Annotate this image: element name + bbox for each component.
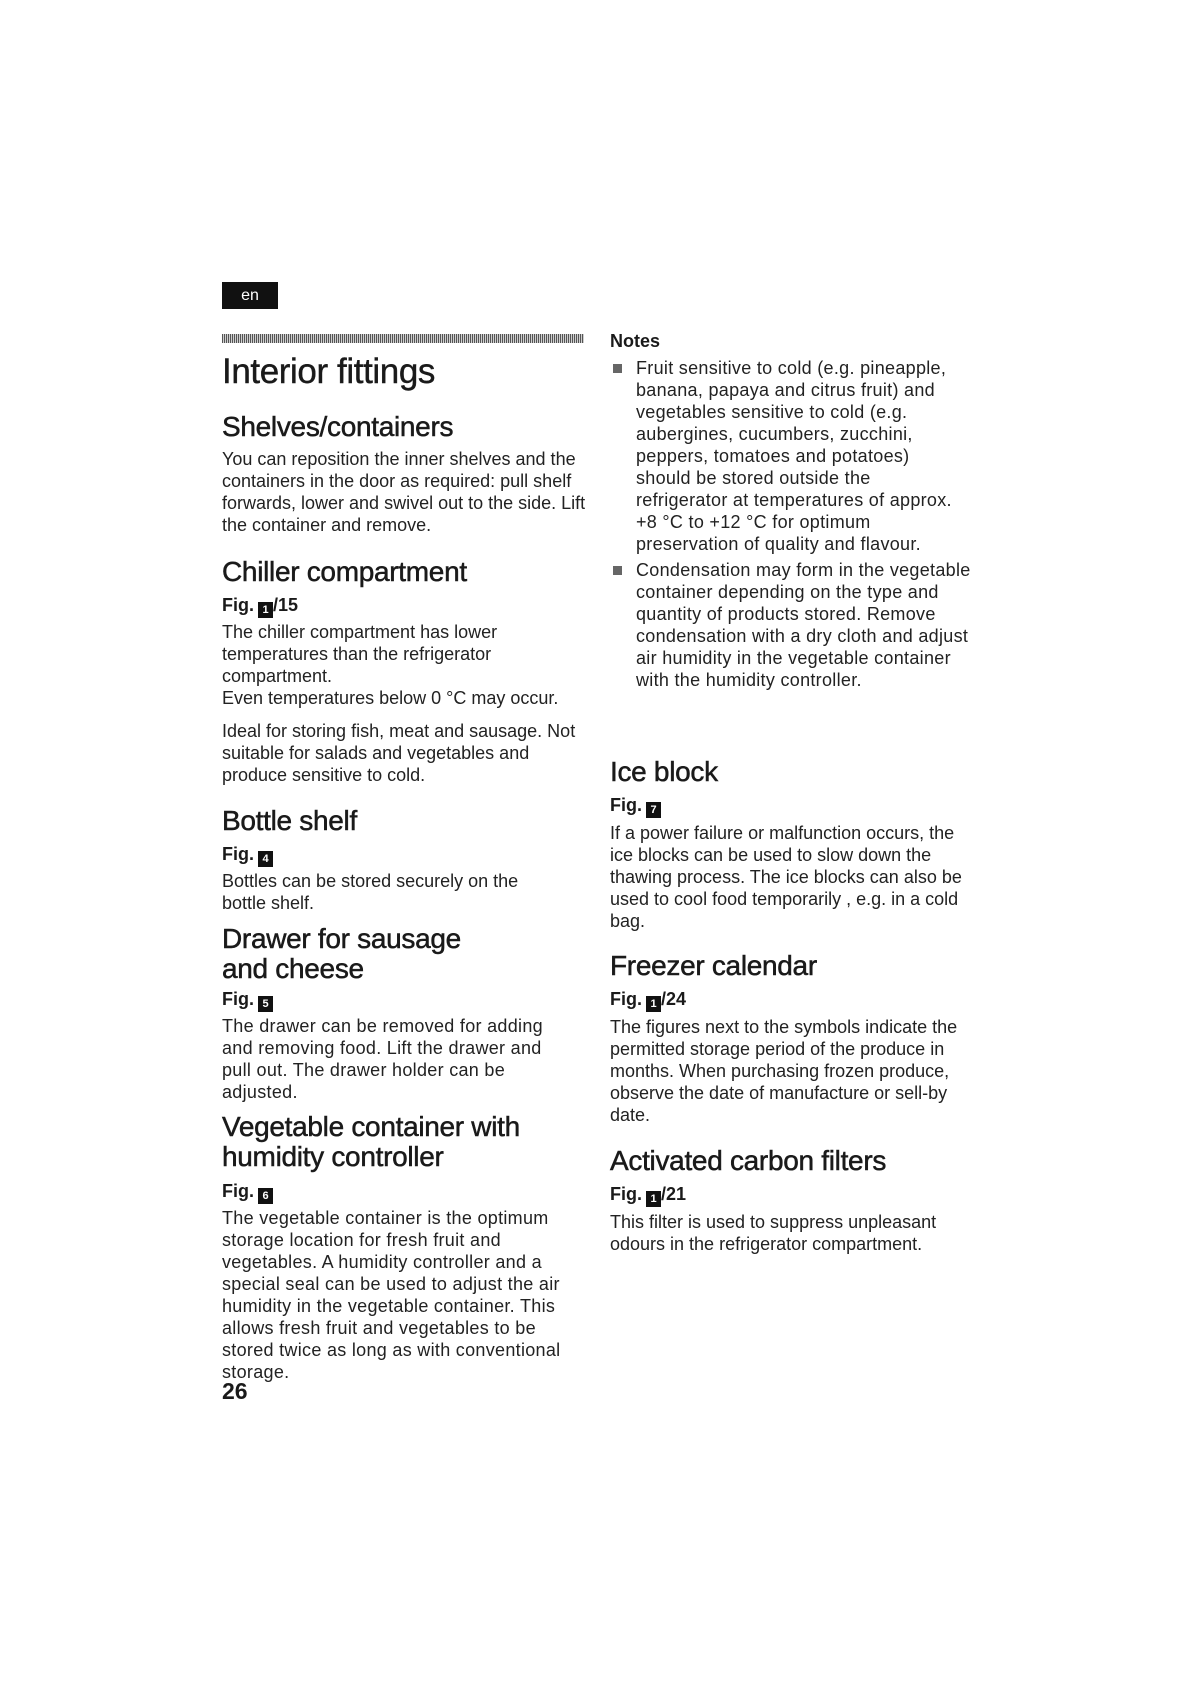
figure-number-box: 4 (258, 851, 273, 867)
figure-number-box: 1 (646, 996, 661, 1012)
vegetable-heading-line-1: Vegetable container with (222, 1111, 520, 1142)
chiller-text-3: Ideal for storing fish, meat and sausage. Not suitable for salads and vegetables and produce sensitive to cold. (222, 721, 576, 785)
section-rule (222, 334, 584, 343)
fig-suffix: /15 (273, 595, 299, 615)
figure-number-box: 6 (258, 1188, 273, 1204)
figure-number-box: 5 (258, 996, 273, 1012)
figure-number-box: 7 (646, 802, 661, 818)
chiller-heading: Chiller compartment (222, 556, 467, 587)
drawer-text: The drawer can be removed for adding and removing food. Lift the drawer and pull out. The drawer holder can be adjusted. (222, 1016, 543, 1102)
note-text: Condensation may form in the vegetable container depending on the type and quantity of products stored. Remove condensation with a dry cloth and adjust air humidity in the vegetable container with the humidity controller. (636, 560, 971, 690)
freezer-text: The figures next to the symbols indicate the permitted storage period of the produce in months. When purchasing frozen produce, observe the date of manufacture or sell-by date. (610, 1017, 958, 1125)
vegetable-heading (222, 1112, 520, 1172)
page-number: 26 (222, 1378, 248, 1404)
figure-number-box: 1 (646, 1191, 661, 1207)
language-tab: en (222, 282, 278, 309)
freezer-fig-ref (610, 988, 686, 1012)
chiller-fig-ref (222, 594, 298, 618)
note-item (610, 357, 954, 555)
fig-label: Fig. (610, 795, 642, 815)
bottle-fig-ref (222, 843, 273, 867)
fig-label: Fig. (222, 1181, 254, 1201)
page-title: Interior fittings (222, 352, 436, 391)
drawer-fig-ref (222, 988, 273, 1012)
ice-fig-ref (610, 794, 661, 818)
notes-title: Notes (610, 331, 661, 351)
vegetable-fig-ref (222, 1180, 273, 1204)
fig-label: Fig. (610, 1184, 642, 1204)
figure-number-box: 1 (258, 602, 273, 618)
shelves-heading: Shelves/containers (222, 411, 454, 442)
fig-label: Fig. (222, 844, 254, 864)
ice-heading: Ice block (610, 756, 718, 787)
ice-text: If a power failure or malfunction occurs, the ice blocks can be used to slow down the thawing process. The ice blocks can also be used to cool food temporarily , e.g. in a cold bag. (610, 823, 962, 931)
fig-suffix: /24 (661, 989, 687, 1009)
notes-list (610, 357, 980, 691)
chiller-text-1: The chiller compartment has lower temperatures than the refrigerator compartment. (222, 622, 498, 686)
carbon-heading: Activated carbon filters (610, 1145, 887, 1176)
vegetable-text: The vegetable container is the optimum storage location for fresh fruit and vegetables. A humidity controller and a special seal can be used to adjust the air humidity in the vegetable container. This allows fresh fruit and vegetables to be stored twice as long as with conventional storage. (222, 1208, 561, 1382)
vegetable-heading-line-2: humidity controller (222, 1141, 444, 1172)
drawer-heading (222, 924, 461, 984)
bullet-square-icon (613, 364, 622, 373)
bottle-text: Bottles can be stored securely on the bottle shelf. (222, 871, 519, 913)
shelves-text: You can reposition the inner shelves and the containers in the door as required: pull shelf forwards, lower and swivel out to the side. Lift the container and remove. (222, 449, 586, 535)
fig-label: Fig. (222, 595, 254, 615)
fig-suffix: /21 (661, 1184, 687, 1204)
carbon-fig-ref (610, 1183, 686, 1207)
drawer-heading-line-1: Drawer for sausage (222, 923, 461, 954)
chiller-text-2: Even temperatures below 0 °C may occur. (222, 688, 559, 708)
fig-label: Fig. (222, 989, 254, 1009)
note-item (610, 559, 980, 691)
note-text: Fruit sensitive to cold (e.g. pineapple, banana, papaya and citrus fruit) and vegetables sensitive to cold (e.g. aubergines, cucumbers, zucchini, peppers, tomatoes and potatoes) should be stored outside the refrigerator at temperatures of approx. +8 °C to +12 °C for optimum preservation of quality and flavour. (636, 358, 952, 554)
carbon-text: This filter is used to suppress unpleasant odours in the refrigerator compartment. (610, 1212, 937, 1254)
freezer-heading: Freezer calendar (610, 950, 817, 981)
drawer-heading-line-2: and cheese (222, 953, 364, 984)
bullet-square-icon (613, 566, 622, 575)
fig-label: Fig. (610, 989, 642, 1009)
bottle-heading: Bottle shelf (222, 805, 357, 836)
